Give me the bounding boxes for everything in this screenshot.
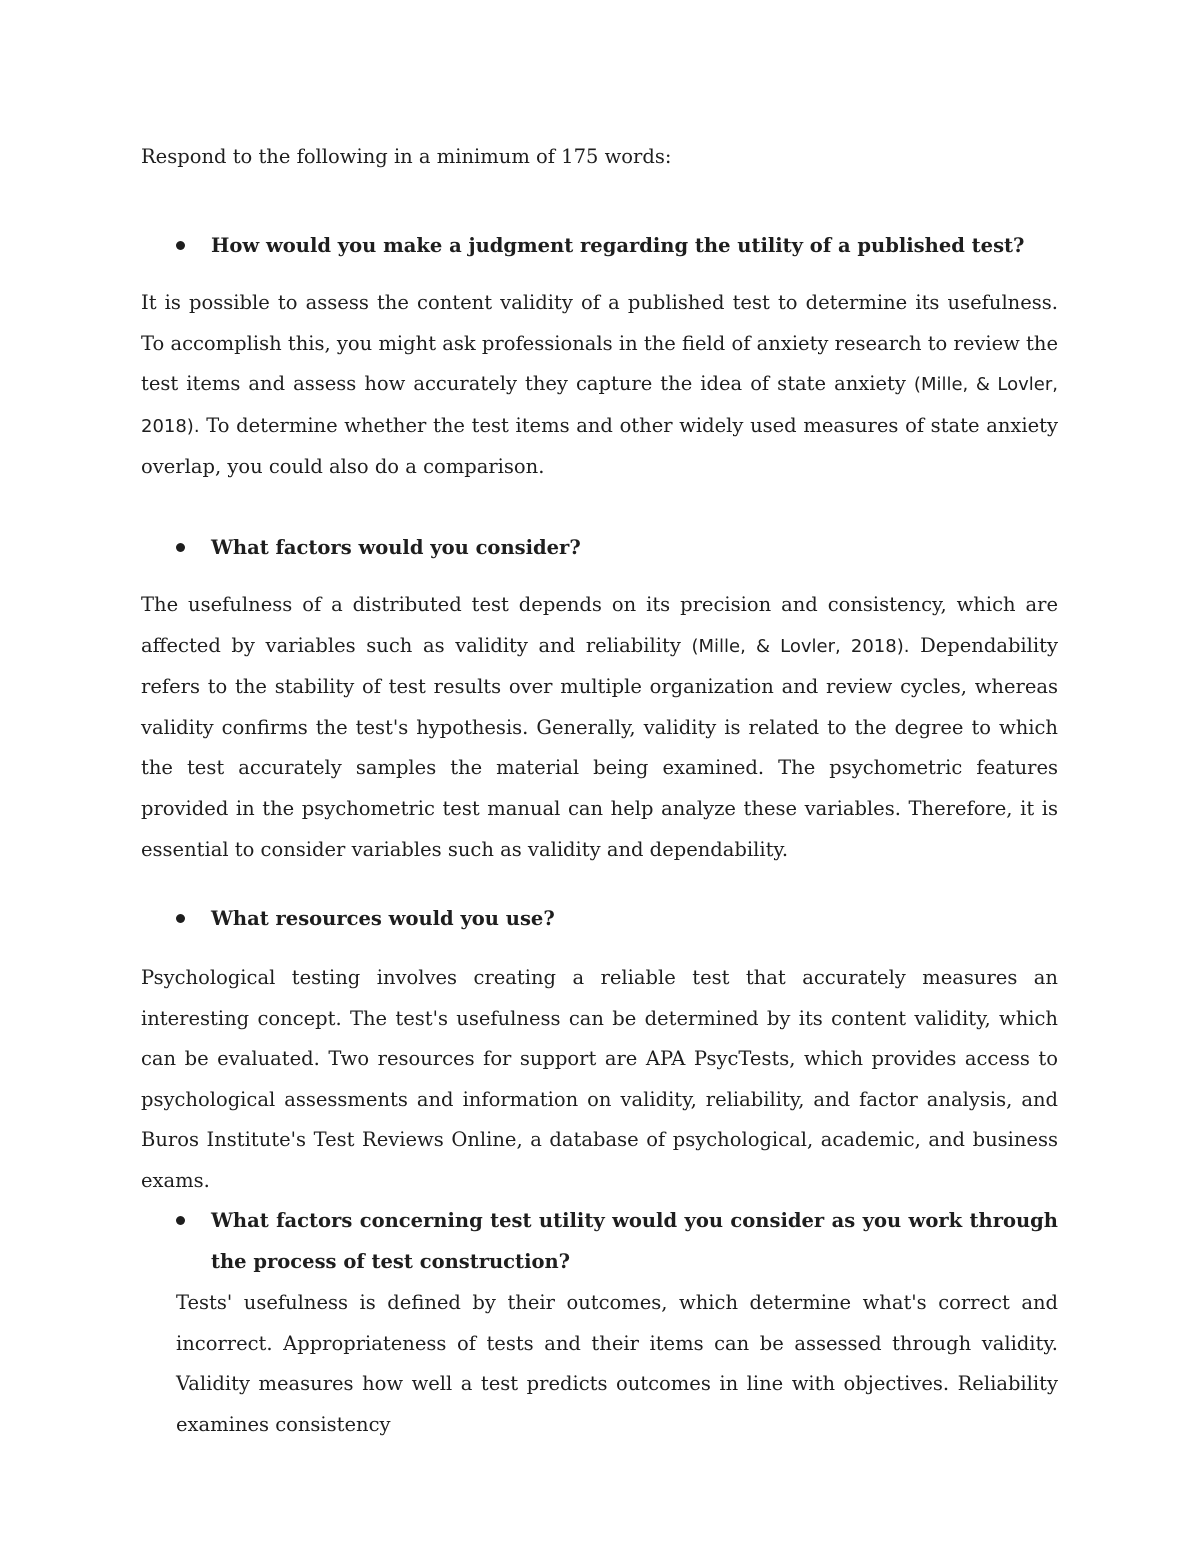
answer-1: [141, 283, 1058, 488]
bullet-icon: [176, 543, 185, 552]
answer-1-citation: (Mille, & Lovler, 2018).: [141, 374, 1059, 437]
answer-3: Psychological testing involves creating a reliable test that accurately measures an interesting concept. The test's usefulness can be determined by its content validity, which can be evaluated. Two resources for support are APA PsycTests, which provides access to psychological assessments and information on validity, reliability, and factor analysis, and Buros Institute's Test Reviews Online, a database of psychological, academic, and business exams.: [141, 966, 1058, 1192]
question-2-text: What factors would you consider?: [211, 536, 581, 559]
answer-1-text-cont: To determine whether the test items and other widely used measures of state anxiety overlap, you could also do a comparison.: [141, 413, 1058, 479]
answer-4: Tests' usefulness is defined by their outcomes, which determine what's correct and incorrect. Appropriateness of tests and their items can be assessed through validity. Validity measures how well a test predicts outcomes in line with objectives. Reliability examines consistency: [176, 1291, 1058, 1436]
answer-2-text-cont: Dependability refers to the stability of test results over multiple organization and review cycles, whereas validity confirms the test's hypothesis. Generally, validity is related to the degree to which the test accurately samples the material being examined. The psychometric features provided in the psychometric test manual can help analyze these variables. Therefore, it is essential to consider variables such as validity and dependability.: [141, 633, 1058, 861]
question-1-text: How would you make a judgment regarding the utility of a published test?: [211, 234, 1025, 257]
question-4-text: What factors concerning test utility would you consider as you work through the process of test construction?: [211, 1209, 1058, 1273]
question-4: [141, 1200, 1058, 1282]
bullet-icon: [176, 241, 185, 250]
question-1: [141, 225, 1058, 266]
answer-2-text: The usefulness of a distributed test depends on its precision and consistency, which are affected by variables such as validity and reliability: [141, 593, 1058, 657]
answer-2: [141, 585, 1058, 870]
bullet-icon: [176, 1216, 185, 1225]
answer-2-citation: (Mille, & Lovler, 2018).: [691, 635, 910, 657]
bullet-icon: [176, 914, 185, 923]
intro-prompt: Respond to the following in a minimum of 175 words:: [141, 145, 672, 168]
question-3-text: What resources would you use?: [211, 907, 555, 930]
answer-1-text: It is possible to assess the content validity of a published test to determine its usefulness. To accomplish this, you might ask professionals in the field of anxiety research to review the test items and assess how accurately they capture the idea of state anxiety: [141, 291, 1058, 396]
question-2: [141, 527, 1058, 568]
question-3: [141, 898, 1058, 939]
